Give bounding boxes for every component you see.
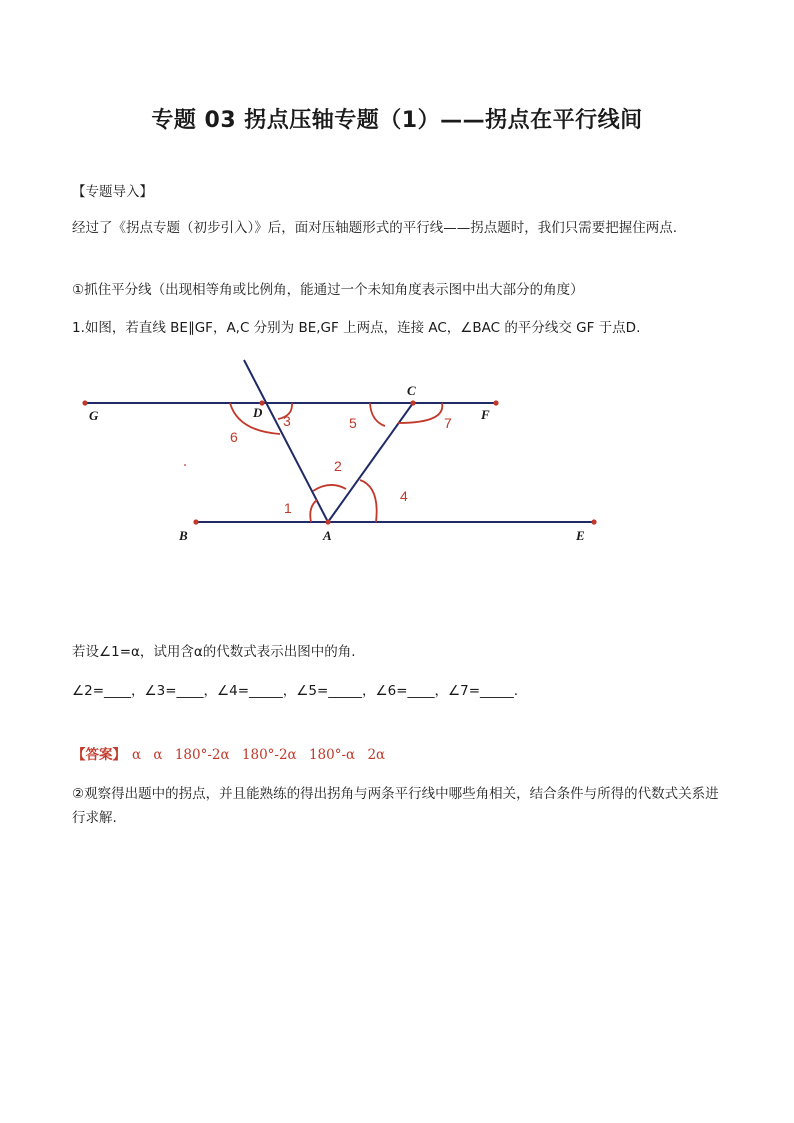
angle-label-3: 3: [283, 413, 291, 429]
label-f: F: [481, 407, 490, 422]
point-g-dot: [82, 400, 87, 405]
label-c: C: [407, 383, 416, 398]
fill-in-blanks: ∠2=____，∠3=____，∠4=_____，∠5=_____，∠6=____，∠7=_____.: [72, 683, 519, 699]
answer-line: [72, 743, 732, 767]
geometry-figure: [80, 355, 620, 555]
angle-label-5: 5: [349, 415, 357, 431]
point-a-dot: [325, 519, 330, 524]
answer-tag: 【答案】: [72, 747, 126, 763]
angle-arc-4: [360, 480, 377, 522]
intro-paragraph: 经过了《拐点专题（初步引入）》后，面对压轴题形式的平行线——拐点题时，我们只需要把握住两点.: [72, 220, 678, 236]
label-d: D: [253, 405, 263, 420]
angle-label-7: 7: [444, 415, 452, 431]
angle-label-4: 4: [400, 488, 408, 504]
angle-arc-2: [313, 485, 346, 491]
section-heading: 【专题导入】: [72, 184, 153, 200]
line-ad: [244, 360, 328, 522]
angle-arc-5: [370, 403, 385, 426]
geometry-svg: [80, 355, 620, 555]
page-title: 专题 03 拐点压轴专题（1）——拐点在平行线间: [151, 108, 643, 133]
answer-values: α α 180°-2α 180°-2α 180°-α 2α: [132, 747, 386, 763]
angle-label-6: 6: [230, 429, 238, 445]
angle-label-2: 2: [334, 458, 342, 474]
key-point-1: ①抓住平分线（出现相等角或比例角，能通过一个未知角度表示图中出大部分的角度）: [72, 282, 584, 298]
point-b-dot: [193, 519, 198, 524]
point-c-dot: [410, 400, 415, 405]
label-g: G: [89, 408, 99, 423]
label-e: E: [576, 528, 585, 543]
angle-label-1: 1: [284, 500, 292, 516]
assumption-text: 若设∠1=α，试用含α的代数式表示出图中的角.: [72, 644, 356, 660]
point-f-dot: [493, 400, 498, 405]
point-e-dot: [591, 519, 596, 524]
question-1: 1.如图，若直线 BE∥GF，A,C 分别为 BE,GF 上两点，连接 AC，∠BAC 的平分线交 GF 于点D.: [72, 320, 641, 336]
angle-arc-1: [310, 500, 317, 522]
label-a: A: [323, 528, 332, 543]
stray-dot: [184, 464, 186, 466]
label-b: B: [179, 528, 188, 543]
key-point-2: ②观察得出题中的拐点，并且能熟练的得出拐角与两条平行线中哪些角相关，结合条件与所得的代数式关系进行求解.: [72, 786, 719, 826]
